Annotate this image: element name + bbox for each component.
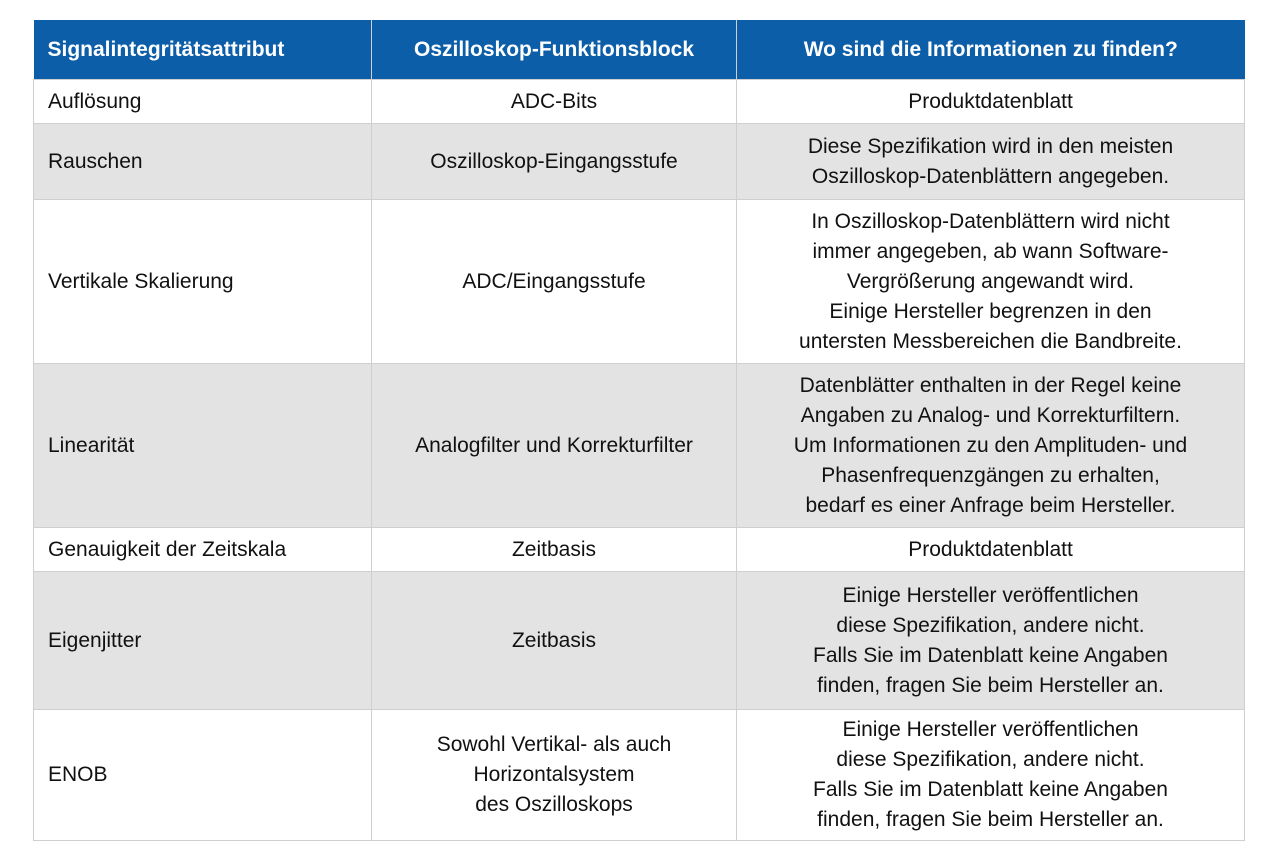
info-cell xyxy=(737,528,1245,572)
header-attribute: Signalintegritätsattribut xyxy=(34,20,372,80)
cell-line: ADC/Eingangsstufe xyxy=(462,269,646,293)
attribute-cell: Genauigkeit der Zeitskala xyxy=(34,528,372,572)
cell-line: des Oszilloskops xyxy=(475,793,633,816)
cell-line: Diese Spezifikation wird in den meisten xyxy=(807,134,1174,158)
function-block-cell xyxy=(372,124,737,200)
cell-line: Sowohl Vertikal- als auch xyxy=(436,733,672,756)
header-info-source: Wo sind die Informationen zu finden? xyxy=(737,20,1245,80)
function-block-cell xyxy=(372,364,737,528)
cell-line: diese Spezifikation, andere nicht. xyxy=(836,748,1145,771)
cell-line: diese Spezifikation, andere nicht. xyxy=(836,613,1145,637)
cell-line: Phasenfrequenzgängen zu erhalten, xyxy=(821,463,1160,487)
cell-line: Um Informationen zu den Amplituden- und xyxy=(793,433,1188,457)
table-row xyxy=(34,80,1245,124)
info-cell xyxy=(737,364,1245,528)
cell-line: Oszilloskop-Datenblättern angegeben. xyxy=(811,164,1170,188)
cell-line: finden, fragen Sie beim Hersteller an. xyxy=(817,673,1164,697)
cell-line: Produktdatenblatt xyxy=(908,537,1073,561)
cell-line: Zeitbasis xyxy=(511,628,597,652)
table-body xyxy=(34,80,1245,841)
attribute-cell: Eigenjitter xyxy=(34,572,372,710)
function-block-cell xyxy=(372,80,737,124)
cell-line: Falls Sie im Datenblatt keine Angaben xyxy=(813,643,1168,667)
info-cell xyxy=(737,124,1245,200)
cell-line: Einige Hersteller veröffentlichen xyxy=(842,583,1139,607)
attribute-cell: ENOB xyxy=(34,710,372,841)
table-row xyxy=(34,364,1245,528)
info-cell xyxy=(737,710,1245,841)
cell-line: In Oszilloskop-Datenblättern wird nicht xyxy=(811,209,1170,233)
table-row xyxy=(34,528,1245,572)
table-row xyxy=(34,710,1245,841)
header-row xyxy=(34,20,1245,80)
info-cell xyxy=(737,572,1245,710)
cell-line: untersten Messbereichen die Bandbreite. xyxy=(799,329,1182,353)
cell-line: Einige Hersteller begrenzen in den xyxy=(829,299,1152,323)
table-row xyxy=(34,572,1245,710)
signal-integrity-table-container xyxy=(33,20,1244,841)
attribute-cell: Vertikale Skalierung xyxy=(34,200,372,364)
info-cell xyxy=(737,80,1245,124)
table-row xyxy=(34,124,1245,200)
cell-line: Angaben zu Analog- und Korrekturfiltern. xyxy=(800,403,1181,427)
attribute-cell: Linearität xyxy=(34,364,372,528)
cell-line: Falls Sie im Datenblatt keine Angaben xyxy=(813,778,1168,801)
cell-line: finden, fragen Sie beim Hersteller an. xyxy=(817,808,1164,831)
table-row xyxy=(34,200,1245,364)
signal-integrity-table xyxy=(33,20,1245,841)
attribute-cell: Rauschen xyxy=(34,124,372,200)
cell-line: immer angegeben, ab wann Software- xyxy=(812,239,1169,263)
info-cell xyxy=(737,200,1245,364)
function-block-cell xyxy=(372,710,737,841)
cell-line: Analogfilter und Korrekturfilter xyxy=(415,433,693,457)
header-function-block: Oszilloskop-Funktionsblock xyxy=(372,20,737,80)
cell-line: bedarf es einer Anfrage beim Hersteller. xyxy=(805,493,1176,517)
cell-line: Vergrößerung angewandt wird. xyxy=(846,269,1135,293)
cell-line: Zeitbasis xyxy=(511,537,597,561)
cell-line: ADC-Bits xyxy=(510,89,598,113)
function-block-cell xyxy=(372,200,737,364)
cell-line: Datenblätter enthalten in der Regel keine xyxy=(799,373,1182,397)
cell-line: Oszilloskop-Eingangsstufe xyxy=(430,149,678,173)
function-block-cell xyxy=(372,528,737,572)
cell-line: Produktdatenblatt xyxy=(908,89,1073,113)
table-header xyxy=(34,20,1245,80)
cell-line: Einige Hersteller veröffentlichen xyxy=(842,718,1139,741)
cell-line: Horizontalsystem xyxy=(473,763,635,786)
attribute-cell: Auflösung xyxy=(34,80,372,124)
function-block-cell xyxy=(372,572,737,710)
